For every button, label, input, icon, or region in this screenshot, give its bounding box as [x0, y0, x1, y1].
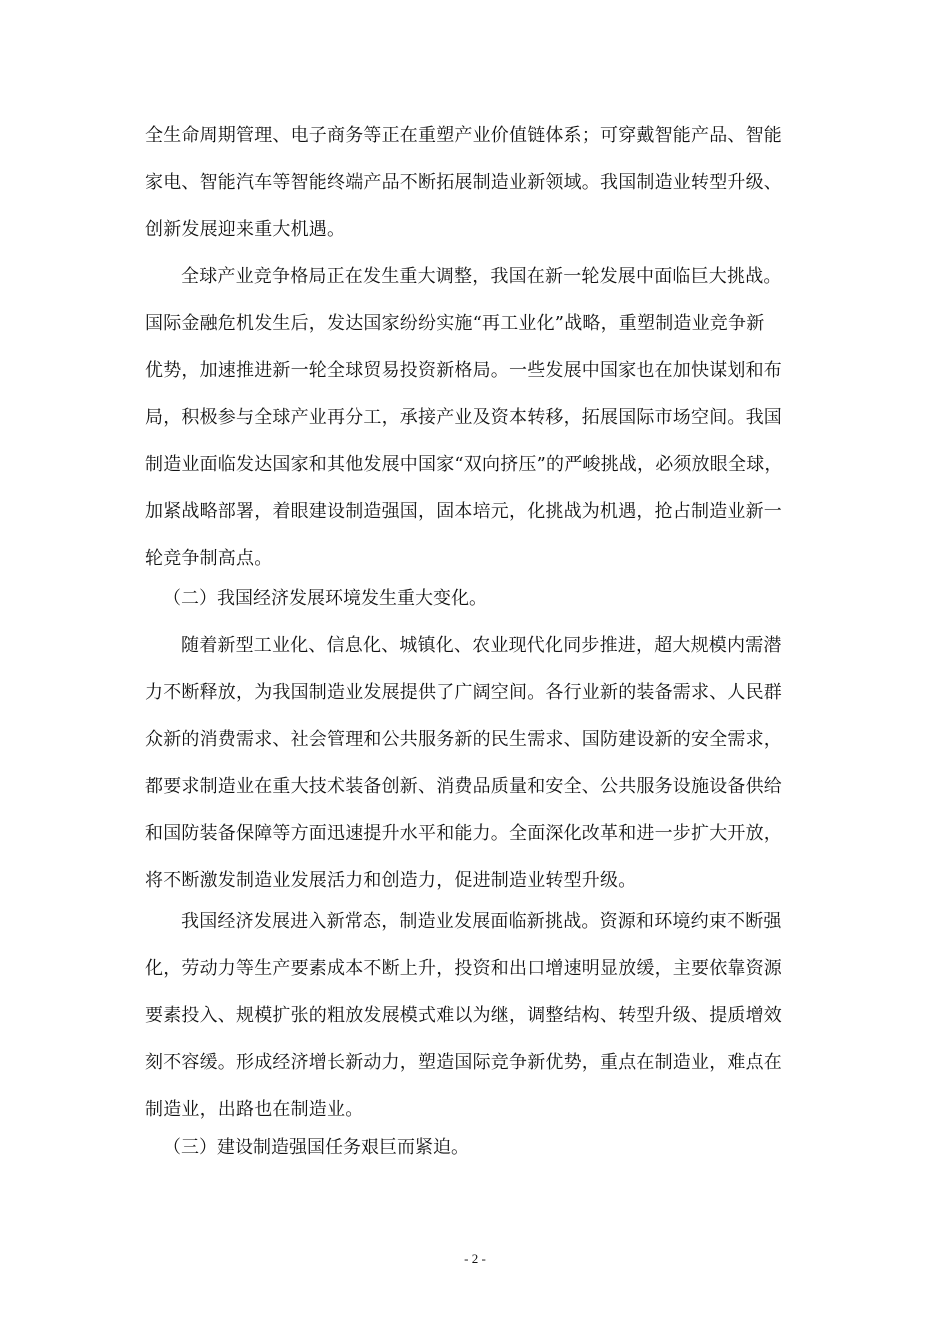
text-line: 局，积极参与全球产业再分工，承接产业及资本转移，拓展国际市场空间。我国 [145, 407, 782, 428]
text-line: 全生命周期管理、电子商务等正在重塑产业价值链体系；可穿戴智能产品、智能 [145, 125, 782, 146]
heading-text: （二）我国经济发展环境发生重大变化。 [163, 588, 487, 609]
text-line: 制造业，出路也在制造业。 [145, 1099, 364, 1120]
page-number: - 2 - [464, 1251, 486, 1266]
section-heading-3 [145, 1124, 805, 1171]
heading-text: （三）建设制造强国任务艰巨而紧迫。 [163, 1137, 469, 1158]
text-line: 随着新型工业化、信息化、城镇化、农业现代化同步推进，超大规模内需潜 [181, 635, 782, 656]
text-line: 全球产业竞争格局正在发生重大调整，我国在新一轮发展中面临巨大挑战。 [181, 266, 782, 287]
text-line: 和国防装备保障等方面迅速提升水平和能力。全面深化改革和进一步扩大开放， [145, 823, 782, 844]
text-line: 化，劳动力等生产要素成本不断上升，投资和出口增速明显放缓，主要依靠资源 [145, 958, 782, 979]
paragraph-3 [145, 622, 805, 904]
paragraph-4 [145, 898, 805, 1133]
text-line: 要素投入、规模扩张的粗放发展模式难以为继，调整结构、转型升级、提质增效 [145, 1005, 782, 1026]
text-line: 创新发展迎来重大机遇。 [145, 219, 346, 240]
paragraph-1 [145, 112, 805, 253]
text-line: 轮竞争制高点。 [145, 548, 273, 569]
paragraph-2 [145, 253, 805, 582]
text-line: 家电、智能汽车等智能终端产品不断拓展制造业新领域。我国制造业转型升级、 [145, 172, 782, 193]
text-line: 加紧战略部署，着眼建设制造强国，固本培元，化挑战为机遇，抢占制造业新一 [145, 501, 782, 522]
text-line: 优势，加速推进新一轮全球贸易投资新格局。一些发展中国家也在加快谋划和布 [145, 360, 782, 381]
text-line: 刻不容缓。形成经济增长新动力，塑造国际竞争新优势，重点在制造业，难点在 [145, 1052, 782, 1073]
text-line: 制造业面临发达国家和其他发展中国家“双向挤压”的严峻挑战，必须放眼全球， [145, 454, 783, 475]
text-line: 将不断激发制造业发展活力和创造力，促进制造业转型升级。 [145, 870, 637, 891]
text-line: 都要求制造业在重大技术装备创新、消费品质量和安全、公共服务设施设备供给 [145, 776, 782, 797]
text-line: 力不断释放，为我国制造业发展提供了广阔空间。各行业新的装备需求、人民群 [145, 682, 782, 703]
text-line: 众新的消费需求、社会管理和公共服务新的民生需求、国防建设新的安全需求， [145, 729, 782, 750]
section-heading-2 [145, 575, 805, 622]
text-line: 国际金融危机发生后，发达国家纷纷实施“再工业化”战略，重塑制造业竞争新 [145, 313, 765, 334]
text-line: 我国经济发展进入新常态，制造业发展面临新挑战。资源和环境约束不断强 [181, 911, 782, 932]
